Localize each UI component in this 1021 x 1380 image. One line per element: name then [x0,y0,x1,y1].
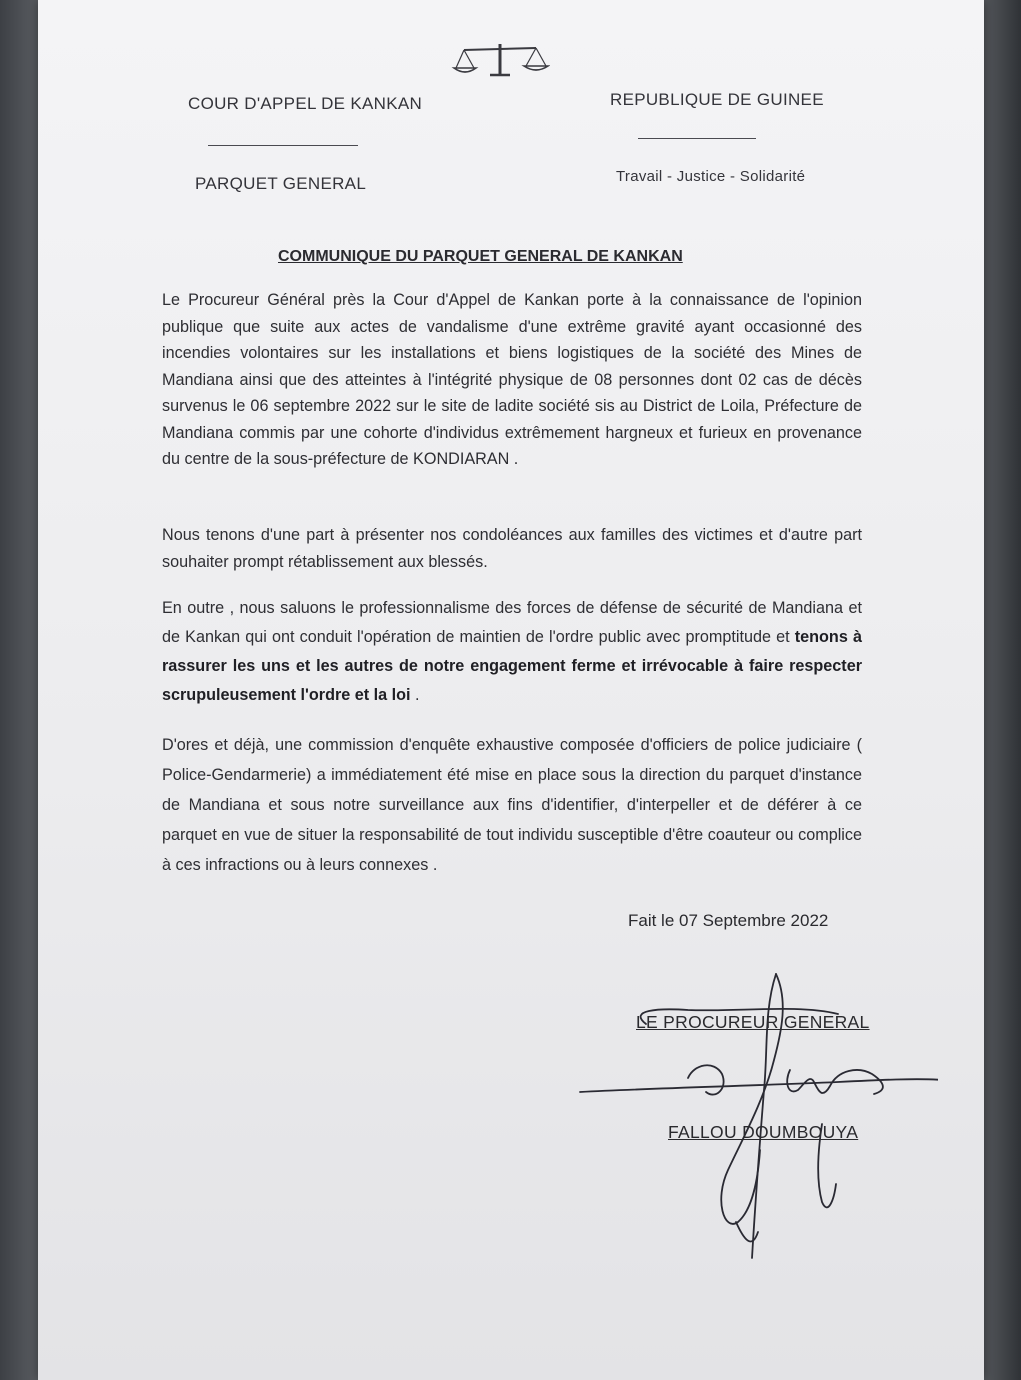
paragraph-investigation: D'ores et déjà, une commission d'enquête exhaustive composée d'officiers de police judiciaire ( Police-Gendarmerie) a immédiatement été mise en place sous la direction du parquet d'instance de Mandiana et sous notre surveillance aux fins d'identifier, d'interpeller et de déférer à ce parquet en vue de situer la responsabilité de tout individu susceptible d'être coauteur ou complice à ces infractions ou à leurs connexes . [162,736,862,874]
office-name: PARQUET GENERAL [195,174,367,193]
paragraph-condolences: Nous tenons d'une part à présenter nos condoléances aux familles des victimes et d'autre part souhaiter prompt rétablissement aux blessés. [162,526,862,571]
document-title: COMMUNIQUE DU PARQUET GENERAL DE KANKAN [278,248,683,265]
scales-of-justice-icon [450,40,550,82]
document-page [38,0,984,1380]
national-motto: Travail - Justice - Solidarité [616,168,806,185]
signatory-name: FALLOU DOUMBOUYA [668,1122,859,1142]
paragraph-incident: Le Procureur Général près la Cour d'Appel de Kankan porte à la connaissance de l'opinion publique que suite aux actes de vandalisme d'une extrême gravité ayant occasionné des incendies volontaires sur les installations et biens logistiques de la société des Mines de Mandiana ainsi que des atteintes à l'intégrité physique de 08 personnes dont 02 cas de décès survenus le 06 septembre 2022 sur le site de ladite société sis au District de Loila, Préfecture de Mandiana commis par une cohorte d'individus extrêmement hargneux et furieux en provenance du centre de la sous-préfecture de KONDIARAN . [162,291,862,468]
paragraph-commendation-end: . [410,686,420,704]
paragraph-commendation-text: En outre , nous saluons le professionnalisme des forces de défense de sécurité de Mandiana et de Kankan qui ont conduit l'opération de maintien de l'ordre public avec promptitude et [162,599,862,646]
court-name: COUR D'APPEL DE KANKAN [188,94,423,113]
republic-name: REPUBLIQUE DE GUINEE [610,90,824,109]
date-line: Fait le 07 Septembre 2022 [628,911,829,930]
paragraph-commendation [162,594,862,710]
signatory-title: LE PROCUREUR GENERAL [636,1012,870,1032]
header-divider-left [208,145,358,146]
paragraph-commendation-emphasis: tenons à rassurer les uns et les autres de notre engagement ferme et irrévocable à faire respecter scrupuleusement l'ordre et la loi [162,628,862,704]
header-divider-right [638,138,756,139]
